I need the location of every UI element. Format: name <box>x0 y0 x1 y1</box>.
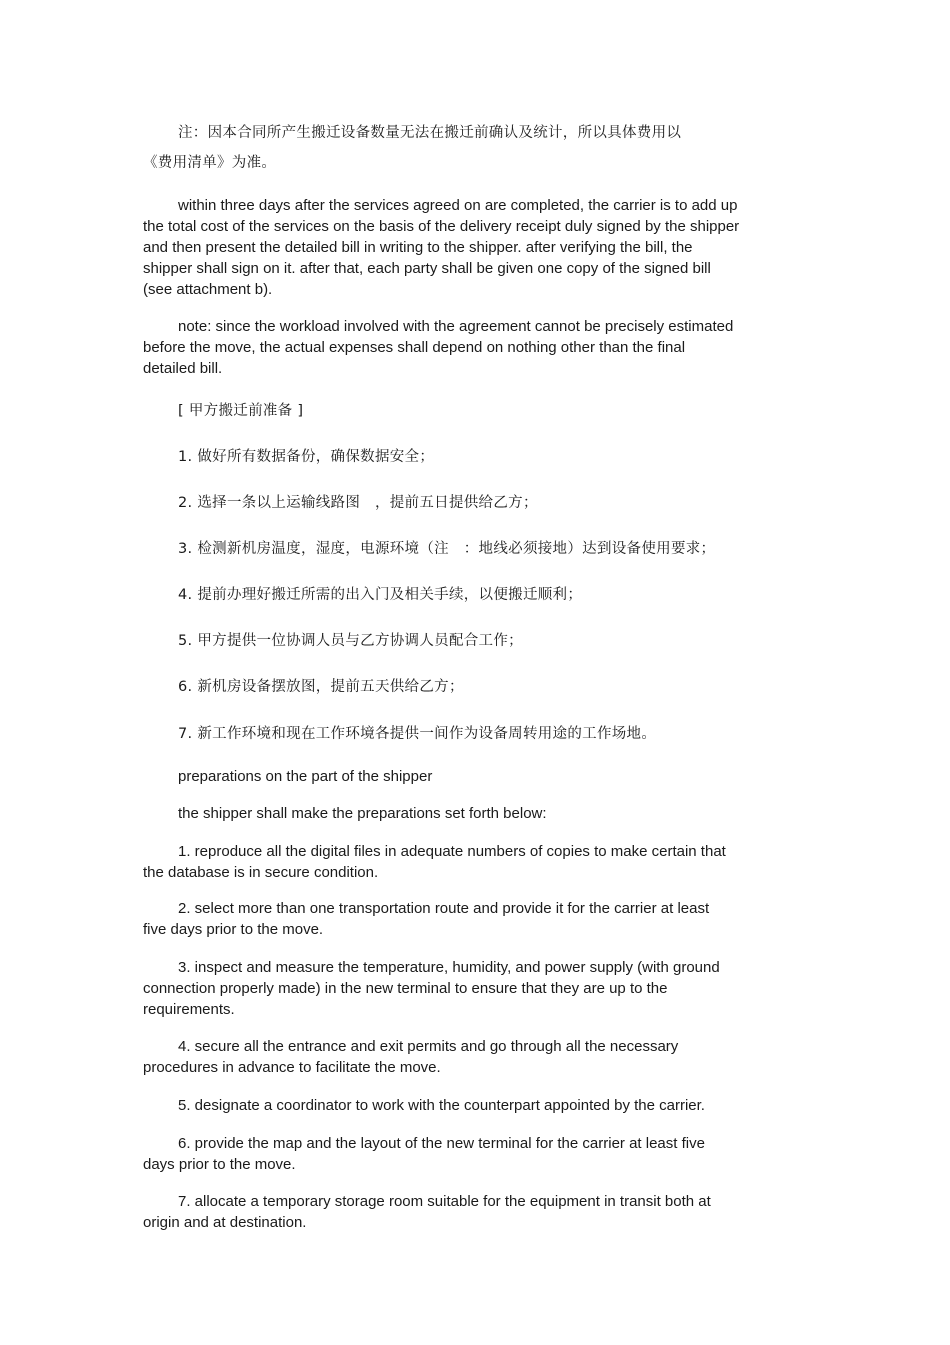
en-item-3: 3. inspect and measure the temperature, humidity, and power supply (with ground connection properly made) in the new terminal to ensure that they are up to the requirements. <box>143 959 720 1018</box>
heading-en: preparations on the part of the shipper <box>178 768 433 785</box>
en-item-2: 2. select more than one transportation route and provide it for the carrier at least five days prior to the move. <box>143 900 710 938</box>
note-cn-line2: 《费用清单》为准。 <box>143 155 277 171</box>
paragraph-bill: within three days after the services agreed on are completed, the carrier is to add up the total cost of the services on the basis of the delivery receipt duly signed by the shipper and then present the detailed bill in writing to the shipper. after verifying the bill, the shipper shall sign on it. after that, each party shall be given one copy of the signed bill (see attachment b). <box>143 197 740 298</box>
cn-item-3: 3. 检测新机房温度，湿度，电源环境（注 ：地线必须接地）达到设备使用要求； <box>178 541 716 557</box>
heading-cn: [ 甲方搬迁前准备 ] <box>178 403 304 419</box>
cn-item-7: 7. 新工作环境和现在工作环境各提供一间作为设备周转用途的工作场地。 <box>178 726 657 742</box>
cn-item-1: 1. 做好所有数据备份，确保数据安全； <box>178 449 435 465</box>
en-item-1: 1. reproduce all the digital files in adequate numbers of copies to make certain that the database is in secure condition. <box>143 843 726 881</box>
en-item-6: 6. provide the map and the layout of the new terminal for the carrier at least five days prior to the move. <box>143 1135 705 1173</box>
cn-item-2: 2. 选择一条以上运输线路图 ，提前五日提供给乙方； <box>178 495 538 511</box>
en-item-4: 4. secure all the entrance and exit permits and go through all the necessary procedures in advance to facilitate the move. <box>143 1038 679 1076</box>
cn-item-4: 4. 提前办理好搬迁所需的出入门及相关手续，以便搬迁顺利； <box>178 587 583 603</box>
note-cn-line1: 注：因本合同所产生搬迁设备数量无法在搬迁前确认及统计，所以具体费用以 <box>178 125 682 141</box>
intro-en: the shipper shall make the preparations set forth below: <box>178 805 547 822</box>
cn-item-5: 5. 甲方提供一位协调人员与乙方协调人员配合工作； <box>178 633 523 649</box>
en-item-7: 7. allocate a temporary storage room suitable for the equipment in transit both at origin and at destination. <box>143 1193 711 1231</box>
paragraph-note: note: since the workload involved with the agreement cannot be precisely estimated before the move, the actual expenses shall depend on nothing other than the final detailed bill. <box>143 318 734 377</box>
en-item-5: 5. designate a coordinator to work with the counterpart appointed by the carrier. <box>178 1097 705 1114</box>
cn-item-6: 6. 新机房设备摆放图，提前五天供给乙方； <box>178 679 464 695</box>
